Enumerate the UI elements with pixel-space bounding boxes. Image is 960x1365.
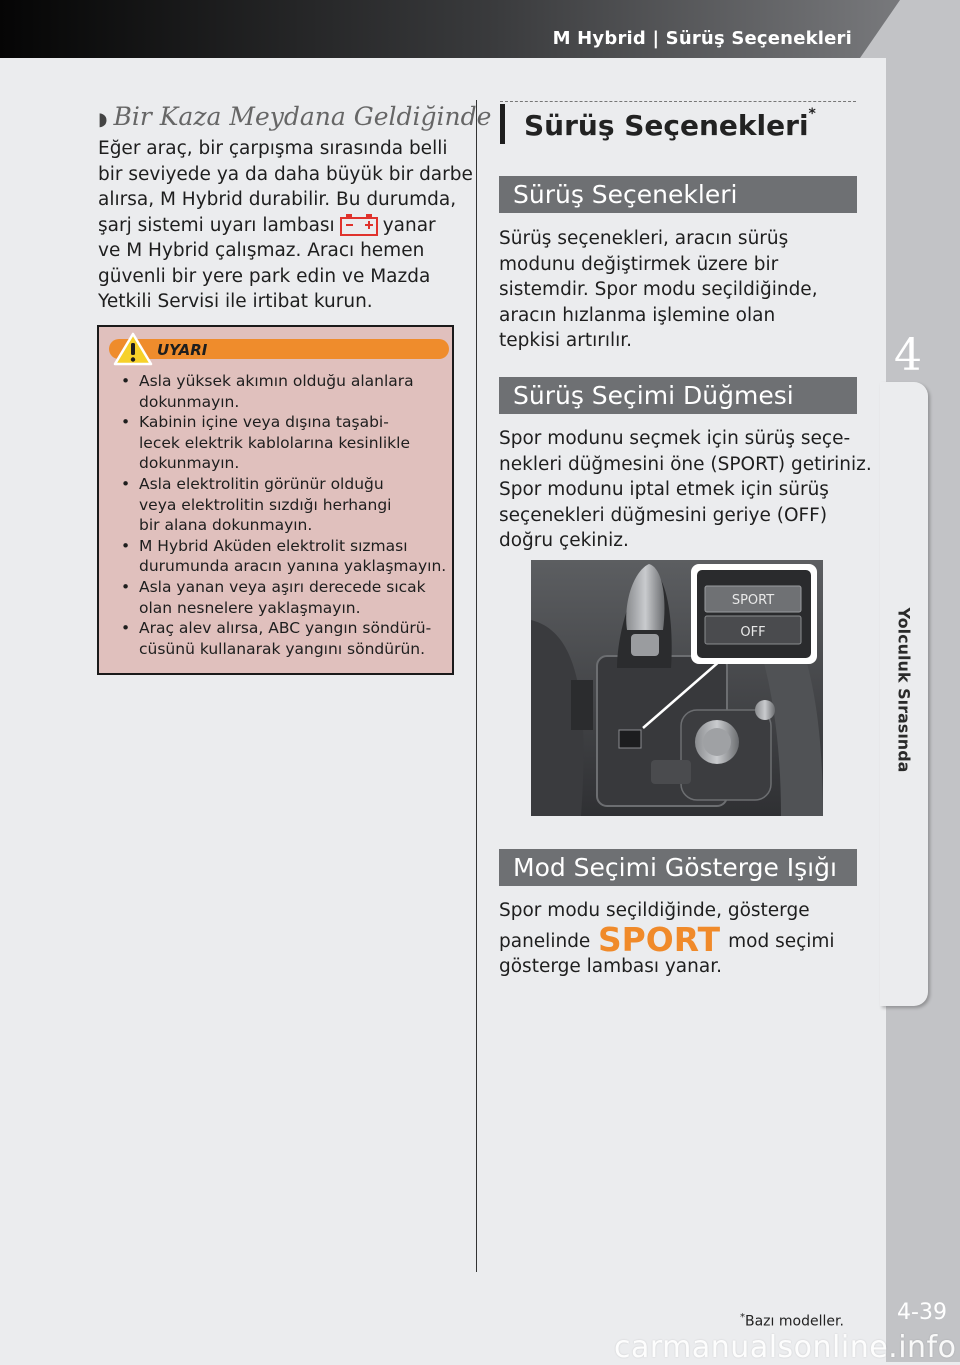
paragraph-line: Spor modunu seçmek için sürüş seçe- (499, 428, 851, 449)
warning-item-line: • Asla yüksek akımın olduğu alanlara (139, 372, 414, 390)
footnote-mark: * (808, 106, 816, 122)
subsection-band-switch: Sürüş Seçimi Düğmesi (499, 377, 857, 414)
sport-indicator-icon (596, 924, 722, 954)
paragraph-line: Spor modu seçildiğinde, gösterge (499, 900, 810, 921)
page-header (0, 0, 960, 58)
warning-item-line: • Asla yanan veya aşırı derecede sıcak (139, 577, 426, 596)
warning-item-line: • Kabinin içine veya dışına taşabi- (139, 413, 389, 432)
warning-box (97, 325, 454, 675)
warning-item-line: • Asla elektrolitin görünür olduğu (139, 474, 384, 493)
chapter-label (882, 600, 926, 780)
footnote (740, 1312, 844, 1330)
paragraph-line (98, 213, 473, 239)
paragraph-line: doğru çekiniz. (499, 530, 629, 551)
paragraph-line: gösterge lambası yanar. (499, 956, 722, 977)
warning-list (119, 371, 446, 659)
subsection-band-drive-options: Sürüş Seçenekleri (499, 176, 857, 213)
drive-options-paragraph (499, 226, 818, 354)
switch-paragraph (499, 426, 872, 554)
sport-indicator-text: SPORT (598, 923, 721, 954)
warning-item (119, 536, 446, 577)
paragraph-line: sistemdir. Spor modu seçildiğinde, (499, 279, 818, 300)
paragraph-line: Eğer araç, bir çarpışma sırasında belli (98, 138, 448, 159)
paragraph-line: nekleri düğmesini öne (SPORT) getiriniz. (499, 453, 872, 475)
warning-item (119, 412, 446, 474)
warning-item-line: dokunmayın. (139, 392, 240, 411)
accident-heading-text: Bir Kaza Meydana Geldiğinde (113, 102, 492, 131)
warning-item (119, 618, 446, 659)
warning-item-line: bir alana dokunmayın. (139, 516, 313, 535)
console-photo (531, 560, 823, 816)
warning-item-line: durumunda aracın yanına yaklaşmayın. (139, 557, 447, 576)
paragraph-line: modunu değiştirmek üzere bir (499, 253, 779, 275)
paragraph-line: aracın hızlanma işlemine olan (499, 304, 776, 326)
watermark: carmanualsonline.info (614, 1330, 957, 1365)
section-title-text: Sürüş Seçenekleri (524, 109, 809, 142)
off-switch-label: OFF (740, 625, 766, 640)
chapter-number: 4 (894, 330, 922, 381)
console-illustration (531, 560, 823, 816)
indicator-paragraph (499, 898, 835, 980)
paragraph-line: Sürüş seçenekleri, aracın sürüş (499, 228, 789, 249)
paragraph-line: ve M Hybrid çalışmaz. Aracı hemen (98, 240, 425, 261)
warning-item-line: • Araç alev alırsa, ABC yangın söndürü- (139, 619, 432, 638)
paragraph-line: Yetkili Servisi ile irtibat kurun. (98, 291, 373, 312)
paragraph-fragment: panelinde (499, 930, 591, 952)
chapter-label-text: Yolculuk Sırasında (894, 607, 914, 773)
paragraph-line: bir seviyede ya da daha büyük bir darbe (98, 163, 473, 185)
subsection-band-indicator: Mod Seçimi Gösterge Işığı (499, 849, 857, 886)
accident-heading (98, 102, 491, 131)
warning-item-line: cüsünü kullanarak yangını söndürün. (139, 639, 426, 658)
column-divider (476, 100, 477, 1272)
warning-item-line: lecek elektrik kablolarına kesinlikle (139, 433, 410, 452)
footnote-text: Bazı modeller. (745, 1313, 844, 1330)
paragraph-line: alırsa, M Hybrid durabilir. Bu durumda, (98, 189, 457, 210)
warning-item (119, 371, 446, 412)
paragraph-line: seçenekleri düğmesini geriye (OFF) (499, 504, 828, 526)
paragraph-fragment: şarj sistemi uyarı lambası (98, 214, 335, 236)
warning-item-line: olan nesnelere yaklaşmayın. (139, 598, 361, 617)
paragraph-fragment: mod seçimi (728, 930, 835, 952)
footnote-mark: * (740, 1312, 745, 1323)
warning-item-line: dokunmayın. (139, 454, 240, 473)
battery-warning-icon (339, 213, 379, 237)
paragraph-line: tepkisi artırılır. (499, 330, 633, 351)
heading-marker-icon: ◗ (98, 109, 108, 130)
warning-triangle-icon (113, 332, 153, 366)
paragraph-line: Spor modunu iptal etmek için sürüş (499, 479, 829, 500)
accident-paragraph (98, 136, 473, 315)
sport-switch-label: SPORT (731, 593, 775, 608)
paragraph-line (499, 924, 835, 955)
warning-item-line: • M Hybrid Aküden elektrolit sızması (139, 536, 408, 555)
section-title (500, 104, 816, 144)
paragraph-line: güvenli bir yere park edin ve Mazda (98, 265, 431, 287)
warning-item (119, 577, 446, 618)
warning-title: UYARI (157, 341, 208, 359)
warning-item-line: veya elektrolitin sızdığı herhangi (139, 495, 392, 514)
warning-item (119, 474, 446, 536)
paragraph-fragment: yanar (382, 214, 436, 236)
header-title: M Hybrid | Sürüş Seçenekleri (552, 28, 852, 49)
page-number: 4-39 (897, 1300, 947, 1325)
title-dashed-rule (500, 101, 856, 102)
